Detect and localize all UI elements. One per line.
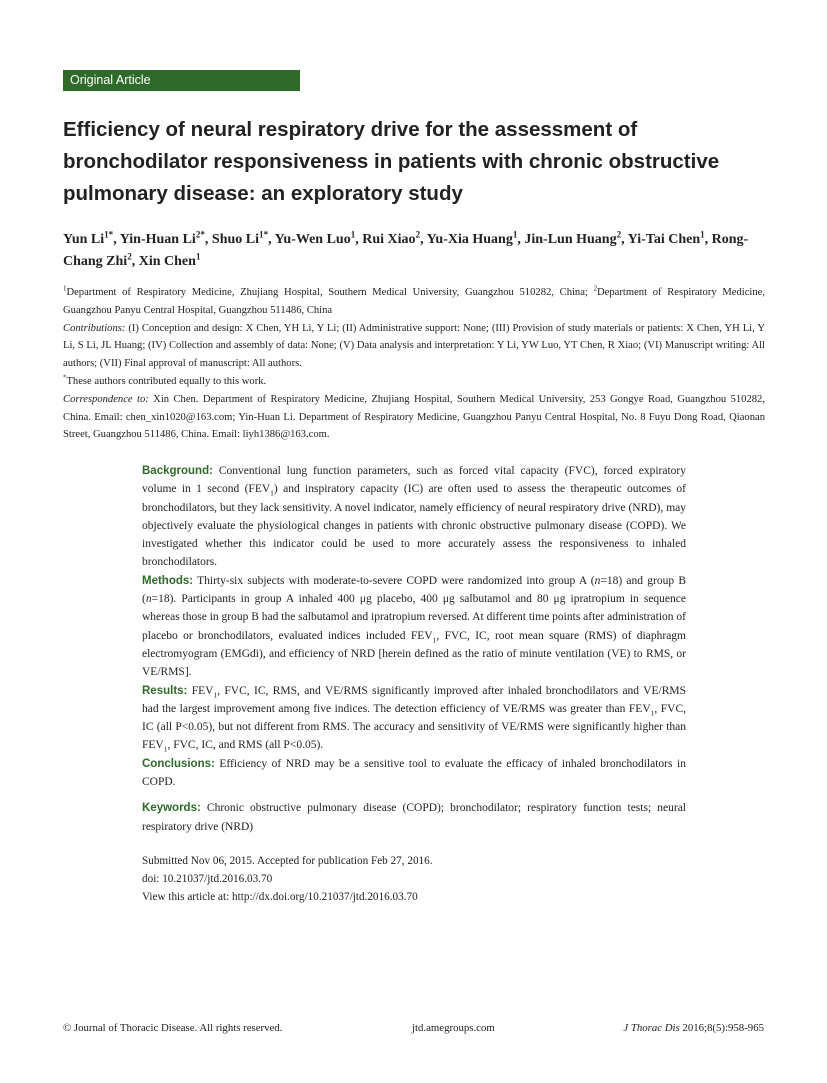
keywords <box>142 799 686 836</box>
italic-label: Contributions: <box>63 322 126 334</box>
text-segment: , Rui Xiao <box>355 232 416 247</box>
subscript: 1 <box>650 708 655 718</box>
text-segment: ) and inspiratory capacity (IC) are often used to assess the therapeutic outcomes of bronchodilators, but they lack sensitivity. A novel indicator, namely efficiency of neural respiratory drive (NRD), may objectively evaluate the physiological changes in patients with chronic obstructive pulmonary disease (COPD). We investigated whether this indicator could be used to more accurately assess the responsiveness to inhaled bronchodilators. <box>142 483 686 569</box>
italic-label: n <box>145 593 152 606</box>
subscript: 1 <box>213 689 218 699</box>
section-label: Keywords: <box>142 802 201 815</box>
doi: doi: 10.21037/jtd.2016.03.70 <box>142 873 273 886</box>
italic-label: Correspondence to: <box>63 393 149 405</box>
citation: 2016;8(5):958-965 <box>679 1022 764 1034</box>
section-label: Background: <box>142 465 213 477</box>
superscript: 2* <box>195 229 205 240</box>
abstract <box>142 462 686 836</box>
text-segment: , Yi-Tai Chen <box>621 232 701 247</box>
section-label: Results: <box>142 684 188 697</box>
footer-site-link[interactable]: jtd.amegroups.com <box>412 1022 495 1034</box>
text-segment: , Yu-Xia Huang <box>420 232 513 247</box>
text-segment: Efficiency of NRD may be a sensitive tool to evaluate the efficacy of inhaled bronchodilators in COPD. <box>142 757 686 789</box>
text-segment: , FVC, IC, and RMS (all P<0.05). <box>167 739 324 752</box>
text-segment: =18). Participants in group A inhaled 400 μg placebo, 400 μg salbutamol and 80 μg ipratropium in sequence whereas those in group B had the salbutamol and ipratropium reversed. At different time points after administration of placebo or bronchodilators, evaluated indices included FEV <box>142 593 686 642</box>
text-segment: Chronic obstructive pulmonary disease (COPD); bronchodilator; respiratory function tests; neural respiratory drive (NRD) <box>142 802 686 833</box>
view-article-label: View this article at: <box>142 891 233 904</box>
text-segment: Department of Respiratory Medicine, Guangzhou Panyu Central Hospital, Guangzhou 511486, China <box>63 287 765 316</box>
text-segment: Thirty-six subjects with moderate-to-severe COPD were randomized into group A ( <box>193 574 595 587</box>
section-label: Conclusions: <box>142 757 215 770</box>
article-type-badge: Original Article <box>63 70 300 91</box>
text-segment: =18) and group B ( <box>142 574 686 606</box>
superscript: 1 <box>512 229 518 240</box>
superscript: 1* <box>259 229 269 240</box>
subscript: 1 <box>432 634 437 644</box>
italic-label: n <box>594 574 601 587</box>
text-segment: These authors contributed equally to this work. <box>66 375 267 387</box>
superscript: 2 <box>616 229 622 240</box>
footer-copyright: © Journal of Thoracic Disease. All rights reserved. <box>63 1022 283 1034</box>
text-segment: Conventional lung function parameters, such as forced vital capacity (FVC), forced expiratory volume in 1 second (FEV <box>142 465 686 496</box>
submission-dates: Submitted Nov 06, 2015. Accepted for publication Feb 27, 2016. <box>142 855 433 867</box>
superscript: 1* <box>104 229 114 240</box>
equal-contribution-note <box>63 373 765 391</box>
front-matter <box>63 284 765 444</box>
superscript: 1 <box>700 229 705 240</box>
text-segment: FEV <box>187 684 214 697</box>
section-label: Methods: <box>142 574 194 587</box>
text-segment: , FVC, IC, RMS, and VE/RMS significantly improved after inhaled bronchodilators and VE/RMS had the largest improvement among five indices. The detection efficiency of VE/RMS was greater than FEV <box>142 684 686 715</box>
view-article-line <box>142 888 433 906</box>
text-segment: , Yin-Huan Li <box>113 232 196 247</box>
superscript: * <box>63 374 67 382</box>
article-title: Efficiency of neural respiratory drive for the assessment of bronchodilator responsiveness in patients with chronic obstructive pulmonary disease: an exploratory study <box>63 118 720 205</box>
submission-info <box>142 852 433 907</box>
superscript: 2 <box>593 285 598 293</box>
footer-citation <box>623 1022 764 1034</box>
subscript: 1 <box>163 744 168 754</box>
superscript: 1 <box>350 229 356 240</box>
text-segment: Yun Li <box>63 232 105 247</box>
contributions <box>63 320 765 373</box>
text-segment: , Jin-Lun Huang <box>517 232 617 247</box>
journal-abbrev: J Thorac Dis <box>623 1022 680 1034</box>
abstract-conclusions <box>142 755 686 792</box>
text-segment: Xin Chen. Department of Respiratory Medicine, Zhujiang Hospital, Southern Medical University, 253 Gongye Road, Guangzhou 510282, China. Email: chen_xin1020@163.com; Yin-Huan Li. Department of Respiratory Medicine, Guangzhou Panyu Central Hospital, No. 8 Fuyu Dong Road, Qiaonan Street, Guangzhou 511486, China. Email: liyh1386@163.com. <box>63 393 765 441</box>
affiliations <box>63 284 765 320</box>
abstract-methods <box>142 572 686 682</box>
text-segment: , Shuo Li <box>204 232 260 247</box>
abstract-results <box>142 682 686 755</box>
superscript: 1 <box>63 285 67 293</box>
correspondence <box>63 391 765 444</box>
subscript: 1 <box>270 488 274 498</box>
text-segment: Department of Respiratory Medicine, Zhujiang Hospital, Southern Medical University, Guangzhou 510282, China; <box>66 287 594 298</box>
text-segment: (I) Conception and design: X Chen, YH Li, Y Li; (II) Administrative support: None; (III) Provision of study materials or patients: X Chen, YH Li, Y Li, S Li, JL Huang; (IV) Collection and assembly of data: None; (V) Data analysis and interpretation: Y Li, YW Luo, YT Chen, R Xiao; (VI) Manuscript writing: All authors; (VII) Final approval of manuscript: All authors. <box>63 322 765 370</box>
superscript: 2 <box>415 229 421 240</box>
abstract-background <box>142 462 686 572</box>
doi-link[interactable]: http://dx.doi.org/10.21037/jtd.2016.03.70 <box>232 891 418 904</box>
superscript: 2 <box>127 251 132 262</box>
superscript: 1 <box>195 251 201 262</box>
text-segment: , FVC, IC, root mean square (RMS) of diaphragm electromyogram (EMGdi), and efficiency of NRD [herein defined as the ratio of minute ventilation (VE) to RMS, or VE/RMS]. <box>142 629 686 679</box>
text-segment: , Rong-Chang Zhi <box>63 232 749 269</box>
text-segment: , FVC, IC (all P<0.05), but not different from RMS. The accuracy and sensitivity of VE/RMS were significantly higher than FEV <box>142 702 686 752</box>
author-list <box>63 229 773 273</box>
text-segment: , Xin Chen <box>131 254 196 269</box>
text-segment: , Yu-Wen Luo <box>268 232 351 247</box>
